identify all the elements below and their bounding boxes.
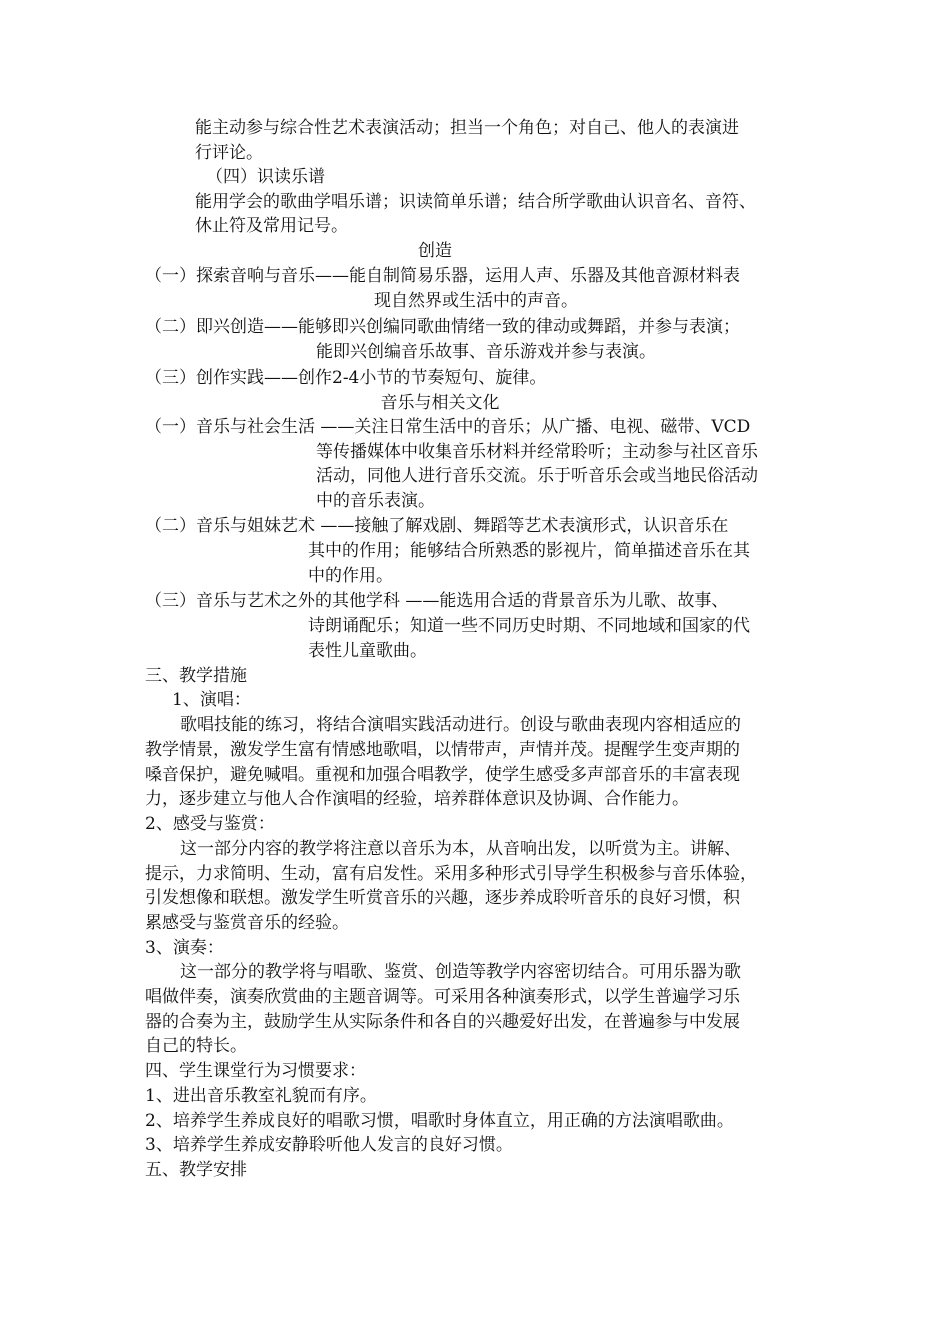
list-item-continuation: 中的作用。 (308, 566, 393, 586)
paragraph-line: 力，逐步建立与他人合作演唱的经验，培养群体意识及协调、合作能力。 (145, 789, 689, 809)
paragraph-line: 器的合奏为主，鼓励学生从实际条件和各自的兴趣爱好出发，在普遍参与中发展 (145, 1012, 740, 1032)
section-heading-create: 创造 (418, 241, 452, 261)
list-item: （一）探索音响与音乐——能自制简易乐器，运用人声、乐器及其他音源材料表 (145, 266, 740, 286)
list-item-continuation: 诗朗诵配乐；知道一些不同历史时期、不同地域和国家的代 (308, 616, 750, 636)
subheading: （四）识读乐谱 (206, 167, 325, 187)
paragraph-line: 这一部分的教学将与唱歌、鉴赏、创造等教学内容密切结合。可用乐器为歌 (180, 962, 741, 982)
list-item-continuation: 其中的作用；能够结合所熟悉的影视片，简单描述音乐在其 (308, 541, 750, 561)
subheading: 3、演奏： (145, 938, 224, 958)
list-item-continuation: 中的音乐表演。 (316, 491, 435, 511)
paragraph-line: 行评论。 (195, 143, 263, 163)
list-item: （二）音乐与姐妹艺术 ——接触了解戏剧、舞蹈等艺术表演形式，认识音乐在 (145, 516, 729, 536)
list-item: （三）音乐与艺术之外的其他学科 ——能选用合适的背景音乐为儿歌、故事、 (145, 591, 729, 611)
paragraph-line: 休止符及常用记号。 (195, 216, 348, 236)
section-heading: 四、学生课堂行为习惯要求： (145, 1061, 366, 1081)
paragraph-line: 能用学会的歌曲学唱乐谱；识读简单乐谱；结合所学歌曲认识音名、音符、 (195, 192, 756, 212)
list-item-continuation: 等传播媒体中收集音乐材料并经常聆听；主动参与社区音乐 (316, 442, 758, 462)
subheading: 1、演唱： (172, 690, 251, 710)
paragraph-line: 自己的特长。 (145, 1036, 247, 1056)
section-heading-culture: 音乐与相关文化 (380, 393, 500, 413)
paragraph-line: 嗓音保护，避免喊唱。重视和加强合唱教学，使学生感受多声部音乐的丰富表现 (145, 765, 740, 785)
paragraph-line: 这一部分内容的教学将注意以音乐为本，从音响出发，以听赏为主。讲解、 (180, 839, 741, 859)
list-item-continuation: 活动，同他人进行音乐交流。乐于听音乐会或当地民俗活动 (316, 466, 758, 486)
list-item-continuation: 表性儿童歌曲。 (308, 641, 427, 661)
list-item-continuation: 能即兴创编音乐故事、音乐游戏并参与表演。 (316, 342, 656, 362)
paragraph-line: 教学情景，激发学生富有情感地歌唱，以情带声，声情并茂。提醒学生变声期的 (145, 740, 740, 760)
list-item: 2、培养学生养成良好的唱歌习惯，唱歌时身体直立，用正确的方法演唱歌曲。 (145, 1111, 734, 1131)
paragraph-line: 唱做伴奏，演奏欣赏曲的主题音调等。可采用各种演奏形式，以学生普遍学习乐 (145, 987, 740, 1007)
paragraph-line: 能主动参与综合性艺术表演活动；担当一个角色；对自己、他人的表演进 (195, 118, 739, 138)
paragraph-line: 累感受与鉴赏音乐的经验。 (145, 913, 349, 933)
list-item: （一）音乐与社会生活 ——关注日常生活中的音乐；从广播、电视、磁带、VCD (145, 417, 751, 437)
paragraph-line: 歌唱技能的练习，将结合演唱实践活动进行。创设与歌曲表现内容相适应的 (180, 715, 741, 735)
paragraph-line: 引发想像和联想。激发学生听赏音乐的兴趣，逐步养成聆听音乐的良好习惯，积 (145, 888, 740, 908)
subheading: 2、感受与鉴赏： (145, 814, 275, 834)
list-item-continuation: 现自然界或生活中的声音。 (374, 291, 578, 311)
list-item: 3、培养学生养成安静聆听他人发言的良好习惯。 (145, 1135, 513, 1155)
list-item: （二）即兴创造——能够即兴创编同歌曲情绪一致的律动或舞蹈，并参与表演； (145, 317, 740, 337)
list-item: （三）创作实践——创作2-4小节的节奏短句、旋律。 (145, 368, 547, 388)
section-heading: 三、教学措施 (145, 666, 247, 686)
section-heading: 五、教学安排 (145, 1160, 247, 1180)
list-item: 1、进出音乐教室礼貌而有序。 (145, 1086, 377, 1106)
paragraph-line: 提示，力求简明、生动，富有启发性。采用多种形式引导学生积极参与音乐体验， (145, 864, 757, 884)
